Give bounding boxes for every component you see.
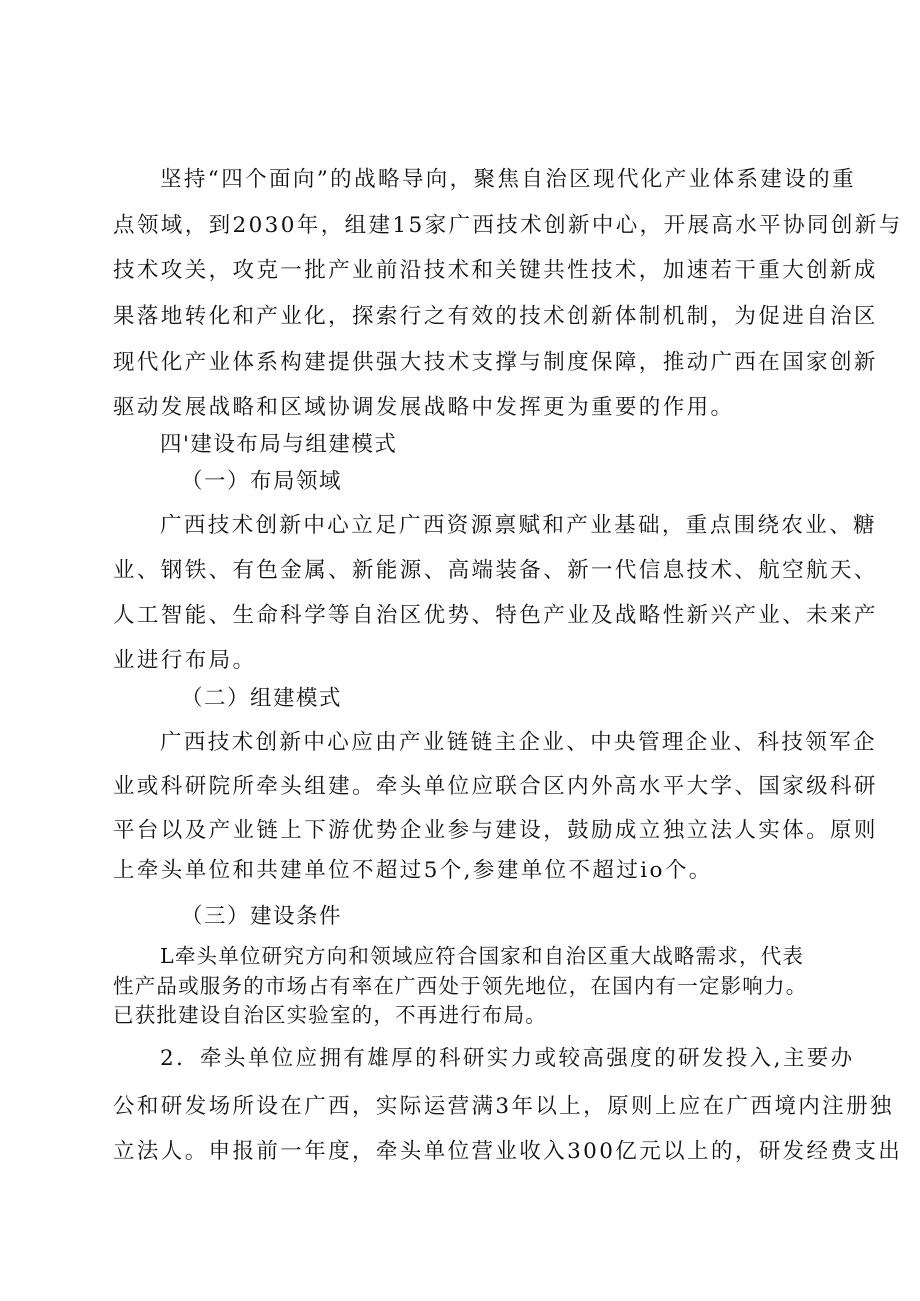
para2-line: 人工智能、生命科学等自治区优势、特色产业及战略性新兴产业、未来产 bbox=[113, 603, 878, 628]
para1-line: 果落地转化和产业化，探索行之有效的技术创新体制机制，为促进自治区 bbox=[113, 304, 878, 329]
para4-line: L牵头单位研究方向和领域应符合国家和自治区重大战略需求，代表 bbox=[160, 944, 805, 968]
para1-line: 驱动发展战略和区域协调发展战略中发挥更为重要的作用。 bbox=[113, 395, 735, 420]
para1-line: 技术攻关，攻克一批产业前沿技术和关键共性技术，加速若干重大创新成 bbox=[113, 258, 878, 283]
para1-line: 现代化产业体系构建提供强大技术支撑与制度保障，推动广西在国家创新 bbox=[113, 350, 878, 375]
para3-line: 广西技术创新中心应由产业链链主企业、中央管理企业、科技领军企 bbox=[160, 730, 878, 755]
para3-line: 平台以及产业链上下游优势企业参与建设，鼓励成立独立法人实体。原则 bbox=[113, 818, 878, 843]
para1-line: 点领域，到2030年，组建15家广西技术创新中心，开展高水平协同创新与 bbox=[113, 213, 903, 238]
para1-line: 坚持“四个面向”的战略导向，聚焦自治区现代化产业体系建设的重 bbox=[160, 167, 856, 192]
para2-line: 广西技术创新中心立足广西资源禀赋和产业基础，重点围绕农业、糖 bbox=[160, 513, 878, 538]
subheading-mode: （二）组建模式 bbox=[181, 686, 343, 711]
para5-line: 立法人。申报前一年度，牵头单位营业收入300亿元以上的，研发经费支出 bbox=[113, 1139, 903, 1164]
para3-line: 上牵头单位和共建单位不超过5个,参建单位不超过io个。 bbox=[113, 858, 713, 883]
subheading-layout: （一）布局领域 bbox=[181, 469, 343, 494]
para3-line: 业或科研院所牵头组建。牵头单位应联合区内外高水平大学、国家级科研 bbox=[113, 774, 878, 799]
para2-line: 业进行布局。 bbox=[113, 648, 257, 673]
para2-line: 业、钢铁、有色金属、新能源、高端装备、新一代信息技术、航空航天、 bbox=[113, 558, 878, 583]
section-heading-4: 四'建设布局与组建模式 bbox=[160, 432, 398, 457]
para5-line: 2．牵头单位应拥有雄厚的科研实力或较高强度的研发投入,主要办 bbox=[160, 1046, 855, 1071]
para4-line: 已获批建设自治区实验室的，不再进行布局。 bbox=[113, 1003, 547, 1027]
subheading-conditions: （三）建设条件 bbox=[181, 904, 343, 929]
para4-line: 性产品或服务的市场占有率在广西处于领先地位，在国内有一定影响力。 bbox=[113, 974, 808, 998]
para5-line: 公和研发场所设在广西，实际运营满3年以上，原则上应在广西境内注册独 bbox=[113, 1094, 894, 1119]
